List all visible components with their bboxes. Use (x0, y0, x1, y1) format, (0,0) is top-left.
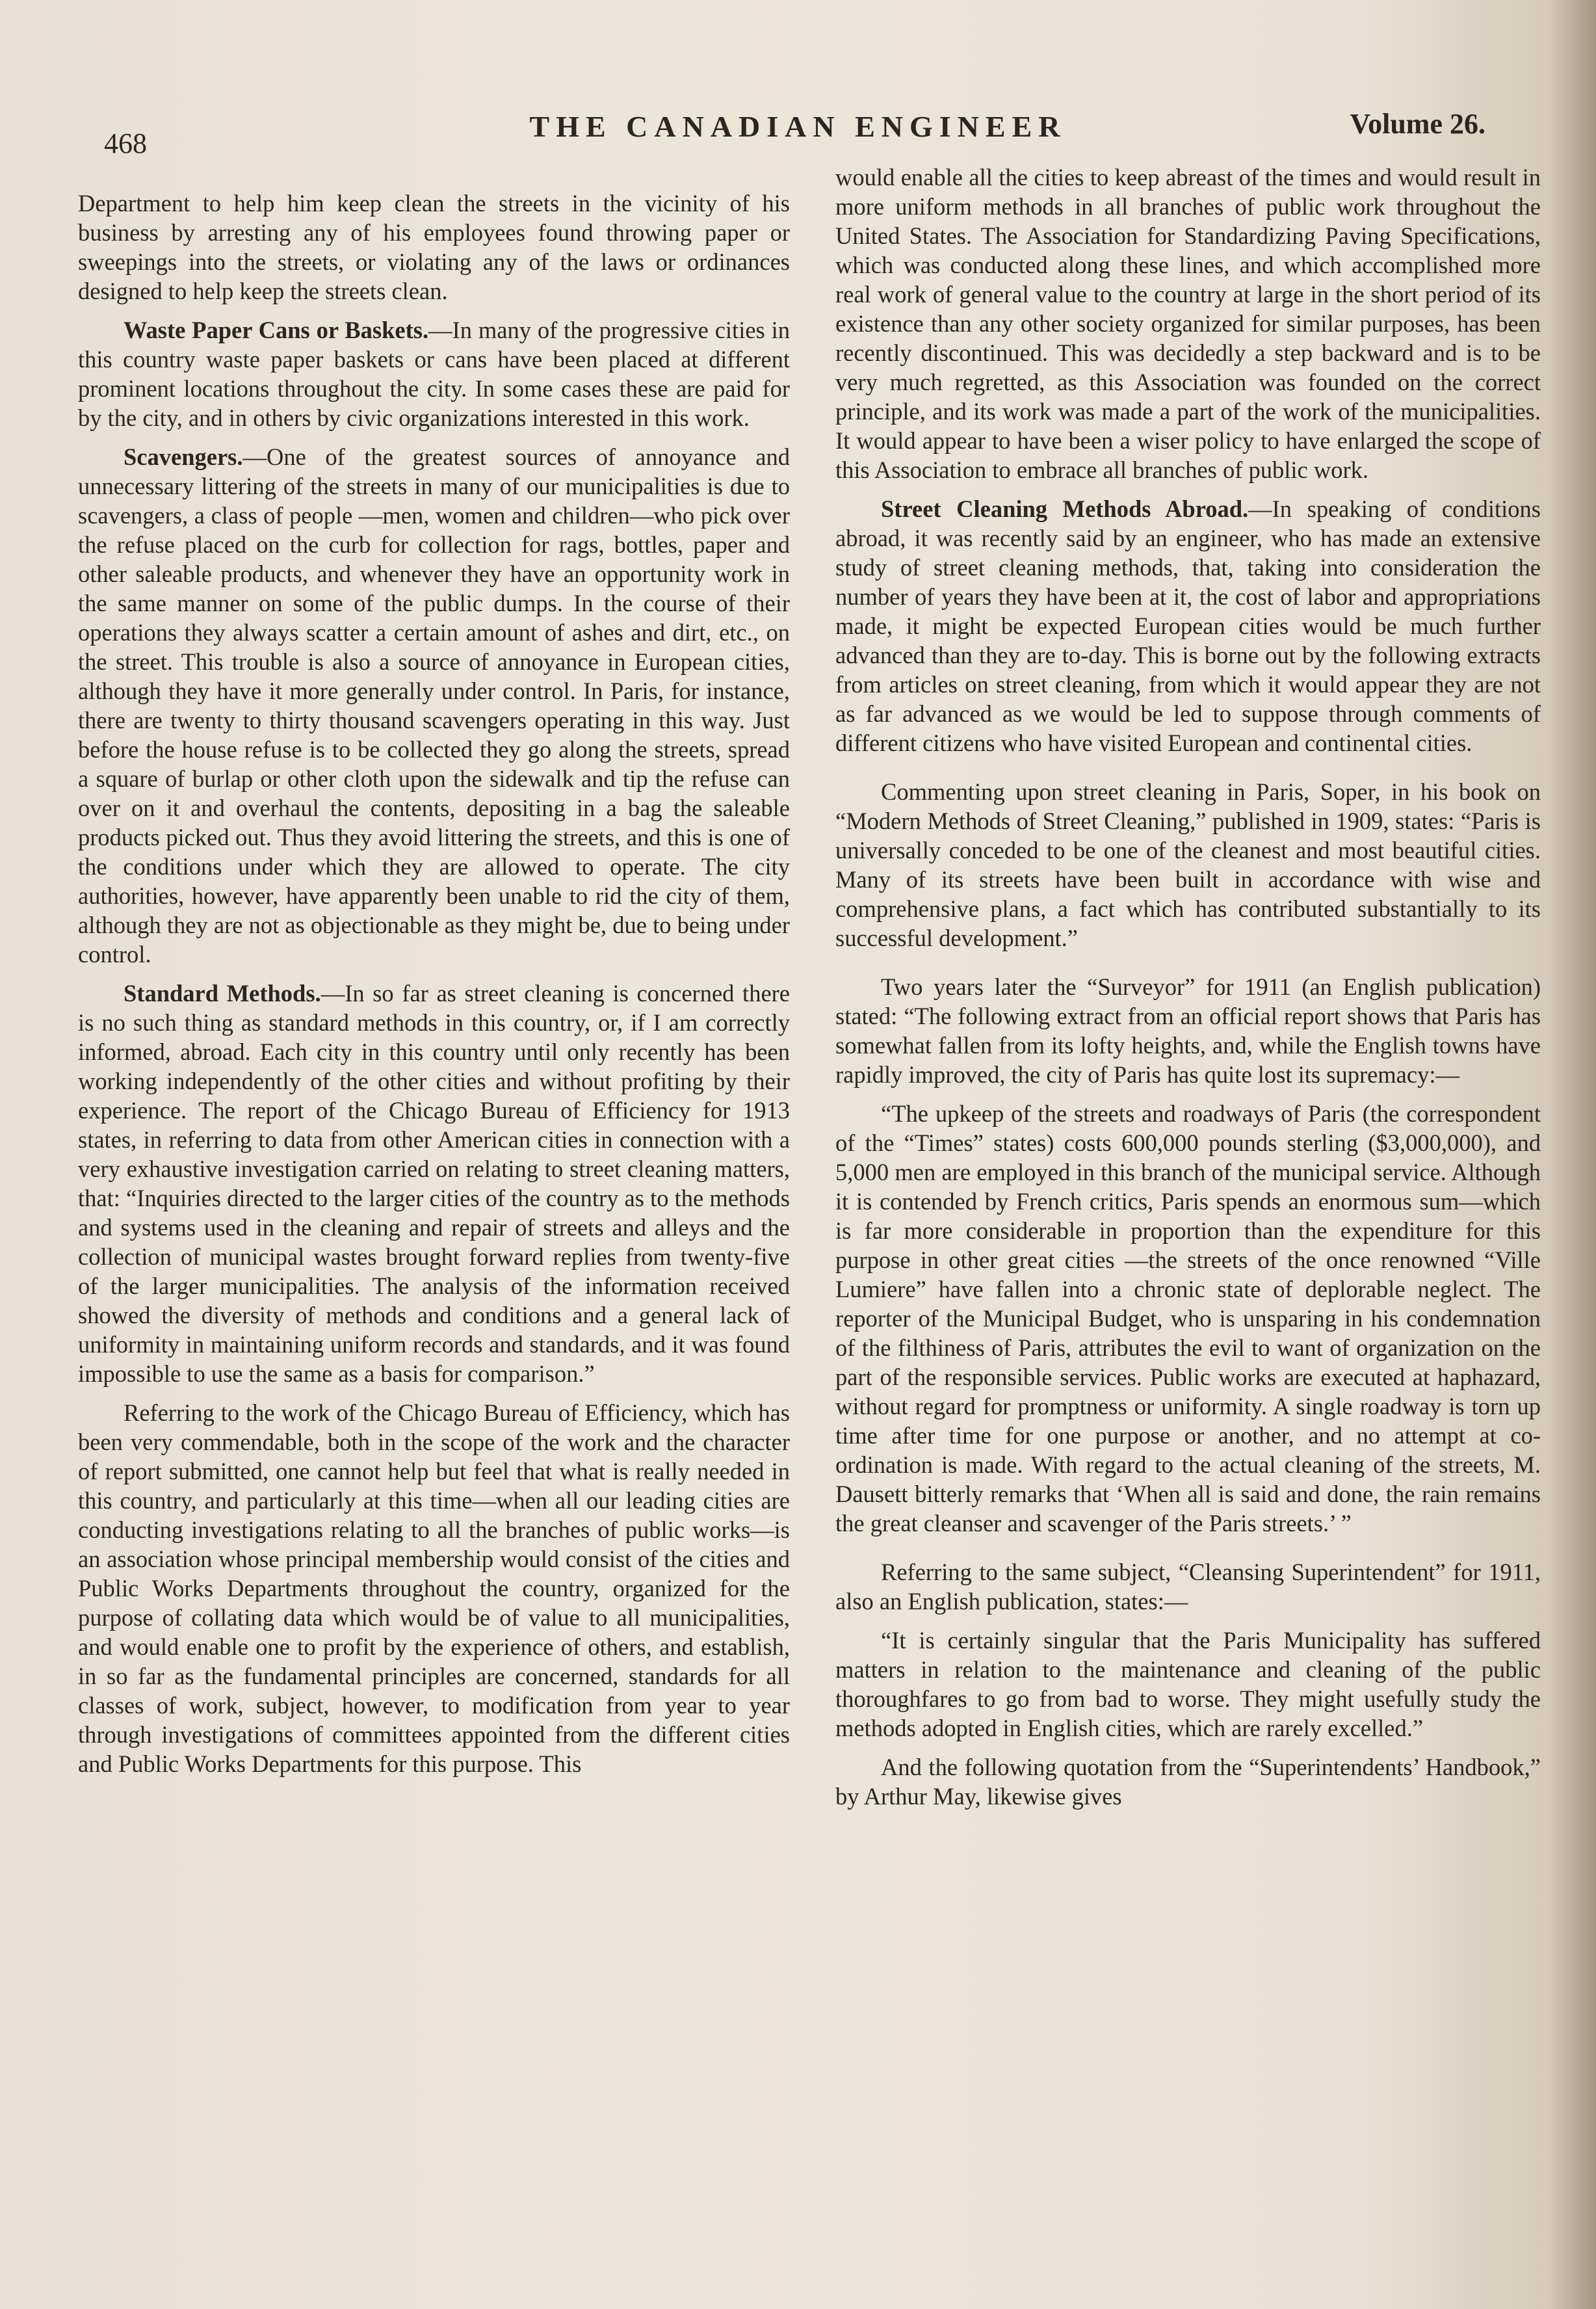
right-column (835, 163, 1541, 1821)
paragraph-text: —In speaking of conditions abroad, it was recently said by an engineer, who has made an extensive study of street cleaning methods, that, taking into consideration the number of years they have been at it, the cost of labor and appropriations made, it might be expected European cities would be much further advanced than they are to-day. This is borne out by the following extracts from articles on street cleaning, from which it would appear they are not as far advanced as we would be led to suppose through comments of different citizens who have visited European and continental cities. (835, 495, 1541, 756)
section-heading: Scavengers. (124, 443, 243, 470)
paragraph-scavengers (78, 442, 790, 969)
block-quote (835, 1626, 1541, 1743)
section-heading: Standard Methods. (124, 980, 321, 1007)
paragraph-text: “It is certainly singular that the Paris Municipality has suffered matters in relation to the maintenance and cleaning of the public thoroughfares to go from bad to worse. They might usefully study the methods adopted in English cities, which are rarely excelled.” (835, 1627, 1541, 1741)
paragraph-text: —In many of the progressive cities in this country waste paper baskets or cans have been placed at different prominent locations throughout the city. In some cases these are paid for by the city, and in others by civic organizations interested in this work. (78, 317, 790, 431)
paragraph-text: Department to help him keep clean the streets in the vicinity of his business by arresting any of his employees found throwing paper or sweepings into the streets, or violating any of the laws or ordinances designed to help keep the streets clean. (78, 190, 790, 304)
volume-label: Volume 26. (1350, 108, 1485, 140)
paragraph (835, 163, 1541, 484)
paragraph-text: —One of the greatest sources of annoyance and unnecessary littering of the streets in many of our municipalities is due to scavengers, a class of people —men, women and children—who pick over the refuse placed on the curb for collection for rags, bottles, paper and other saleable products, and whenever they have an opportunity work in the same manner on some of the public dumps. In the course of their operations they always scatter a certain amount of ashes and dirt, etc., on the street. This trouble is also a source of annoyance in European cities, although they have it more generally under control. In Paris, for instance, there are twenty to thirty thousand scavengers operating in this way. Just before the house refuse is to be collected they go along the streets, spread a square of burlap or other cloth upon the sidewalk and tip the refuse can over on it and overhaul the contents, depositing in a bag the saleable products picked out. Thus they avoid littering the streets, and this is one of the conditions under which they are allowed to operate. The city authorities, however, have apparently been unable to rid the city of them, although they are not as objectionable as they might be, due to being under control. (78, 443, 790, 968)
paragraph (835, 1557, 1541, 1616)
block-quote (835, 1099, 1541, 1538)
paragraph-text: Two years later the “Surveyor” for 1911 (an English publication) stated: “The following extract from an official report shows that Paris has somewhat fallen from its lofty heights, and, while the English towns have rapidly improved, the city of Paris has quite lost its supremacy:— (835, 973, 1541, 1088)
paragraph-abroad (835, 494, 1541, 758)
paragraph-standard-methods (78, 979, 790, 1388)
paragraph-text: —In so far as street cleaning is concerned there is no such thing as standard methods in this country, or, if I am correctly informed, abroad. Each city in this country until only recently has been working independently of the other cities and without profiting by their experience. The report of the Chicago Bureau of Efficiency for 1913 states, in referring to data from other American cities in connection with a very exhaustive investigation carried on relating to street cleaning matters, that: “Inquiries directed to the larger cities of the country as to the methods and systems used in the cleaning and repair of streets and alleys and the collection of municipal wastes brought forward replies from twenty-five of the larger municipalities. The analysis of the information received showed the diversity of methods and conditions and a general lack of uniformity in maintaining uniform records and standards, and it was found impossible to use the same as a basis for comparison.” (78, 980, 790, 1387)
paragraph (835, 972, 1541, 1089)
paragraph-text: would enable all the cities to keep abreast of the times and would result in more uniform methods in all branches of public work throughout the United States. The Association for Standardizing Paving Specifications, which was conducted along these lines, and which accomplished more real work of general value to the country at large in the short period of its existence than any other society organized for similar purposes, has been recently discontinued. This was decidedly a step backward and is to be very much regretted, as this Association was founded on the correct principle, and its work was made a part of the work of the municipalities. It would appear to have been a wiser policy to have enlarged the scope of this Association to embrace all branches of public work. (835, 164, 1541, 483)
section-heading: Waste Paper Cans or Baskets. (124, 317, 429, 343)
left-column (78, 189, 790, 1788)
paragraph (78, 1398, 790, 1778)
page-header (98, 98, 1498, 159)
page-number: 468 (104, 127, 147, 159)
paragraph-waste-paper (78, 315, 790, 432)
paragraph-text: Referring to the work of the Chicago Bureau of Efficiency, which has been very commendable, both in the scope of the work and the character of report submitted, one cannot help but feel that what is really needed in this country, and particularly at this time—when all our leading cities are conducting investigations relating to all the branches of public works—is an association whose principal membership would consist of the cities and Public Works Departments throughout the country, organized for the purpose of collating data which would be of value to all municipalities, and would enable one to profit by the experience of others, and establish, in so far as the fundamental principles are concerned, standards for all classes of work, subject, however, to modification from year to year through investigations of committees appointed from the different cities and Public Works Departments for this purpose. This (78, 1399, 790, 1777)
paragraph-text: And the following quotation from the “Superintendents’ Handbook,” by Arthur May, likewise gives (835, 1754, 1541, 1810)
paragraph-text: Commenting upon street cleaning in Paris, Soper, in his book on “Modern Methods of Street Cleaning,” published in 1909, states: “Paris is universally conceded to be one of the cleanest and most beautiful cities. Many of its streets have been built in accordance with wise and comprehensive plans, a fact which has contributed substantially to its successful development.” (835, 778, 1541, 951)
section-heading: Street Cleaning Methods Abroad. (881, 495, 1249, 522)
paragraph (835, 777, 1541, 953)
paragraph (835, 1752, 1541, 1811)
page-edge-shadow (1550, 0, 1596, 2309)
paragraph-text: “The upkeep of the streets and roadways of Paris (the correspondent of the “Times” states) costs 600,000 pounds sterling ($3,000,000), and 5,000 men are employed in this branch of the municipal service. Although it is contended by French critics, Paris spends an enormous sum—which is far more considerable in proportion than the expenditure for this purpose in other great cities —the streets of the once renowned “Ville Lumiere” have fallen into a chronic state of deplorable neglect. The reporter of the Municipal Budget, who is unsparing in his condemnation of the filthiness of Paris, attributes the evil to want of organization on the part of the responsible services. Public works are executed at haphazard, without regard for promptness or uniformity. A single roadway is torn up time after time for one purpose or another, and no attempt at co-ordination is made. With regard to the actual cleaning of the streets, M. Dausett bitterly remarks that ‘When all is said and done, the rain remains the great cleanser and scavenger of the Paris streets.’ ” (835, 1100, 1541, 1537)
journal-title: THE CANADIAN ENGINEER (529, 110, 1067, 143)
paragraph (78, 189, 790, 306)
paragraph-text: Referring to the same subject, “Cleansing Superintendent” for 1911, also an English publication, states:— (835, 1559, 1541, 1615)
